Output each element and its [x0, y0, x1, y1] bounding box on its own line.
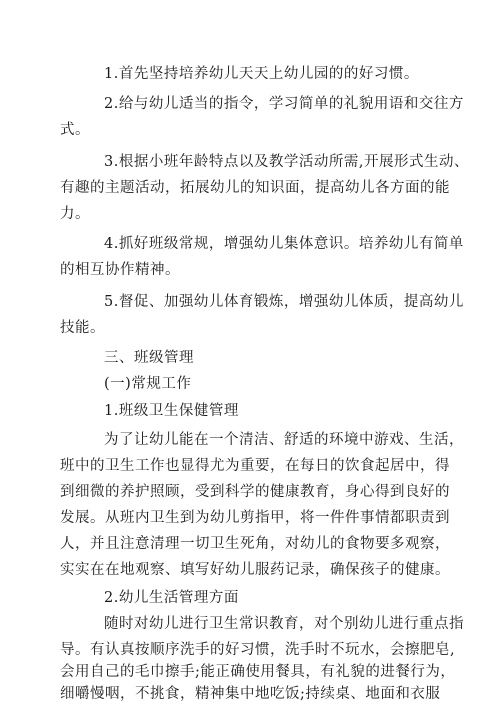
paragraph-goal-3-line-2: 有趣的主题活动，拓展幼儿的知识面，提高幼儿各方面的能: [60, 180, 450, 196]
paragraph-goal-3-line-3: 力。: [60, 206, 90, 222]
paragraph-hygiene-line-6: 实实在在地观察、填写好幼儿服药记录，确保孩子的健康。: [60, 562, 450, 578]
item-heading-hygiene: 1.班级卫生保健管理: [104, 403, 239, 419]
item-heading-life: 2.幼儿生活管理方面: [104, 590, 239, 606]
paragraph-goal-2-line-1: 2.给与幼儿适当的指令，学习简单的礼貌用语和交往方: [104, 96, 464, 112]
paragraph-goal-4-line-2: 的相互协作精神。: [60, 262, 180, 278]
paragraph-goal-5-line-2: 技能。: [60, 320, 105, 336]
paragraph-goal-3-line-1: 3.根据小班年龄特点以及教学活动所需,开展形式生动、: [104, 154, 469, 170]
paragraph-life-line-2: 导。有认真按顺序洗手的好习惯，洗手时不玩水，会擦肥皂,: [60, 642, 456, 658]
paragraph-hygiene-line-1: 为了让幼儿能在一个清洁、舒适的环境中游戏、生活，: [104, 432, 464, 448]
paragraph-hygiene-line-4: 发展。从班内卫生到为幼儿剪指甲，将一件件事情都职责到: [60, 510, 450, 526]
paragraph-goal-1: 1.首先坚持培养幼儿天天上幼儿园的的好习惯。: [104, 66, 419, 82]
paragraph-life-line-4: 细嚼慢咽，不挑食，精神集中地吃饭;持续桌、地面和衣服: [60, 686, 441, 702]
paragraph-goal-5-line-1: 5.督促、加强幼儿体育锻炼，增强幼儿体质，提高幼儿: [104, 294, 464, 310]
paragraph-goal-2-line-2: 式。: [60, 122, 90, 138]
paragraph-hygiene-line-3: 到细微的养护照顾，受到科学的健康教育，身心得到良好的: [60, 484, 450, 500]
paragraph-hygiene-line-2: 班中的卫生工作也显得尤为重要，在每日的饮食起居中，得: [60, 458, 450, 474]
paragraph-goal-4-line-1: 4.抓好班级常规，增强幼儿集体意识。培养幼儿有简单: [104, 236, 464, 252]
paragraph-hygiene-line-5: 人，并且注意清理一切卫生死角，对幼儿的食物要多观察，: [60, 536, 450, 552]
paragraph-life-line-3: 会用自己的毛巾擦手;能正确使用餐具，有礼貌的进餐行为，: [60, 664, 456, 680]
section-heading: 三、班级管理: [104, 350, 194, 366]
subsection-heading: (一)常规工作: [104, 376, 192, 392]
paragraph-life-line-1: 随时对幼儿进行卫生常识教育，对个别幼儿进行重点指: [104, 616, 464, 632]
